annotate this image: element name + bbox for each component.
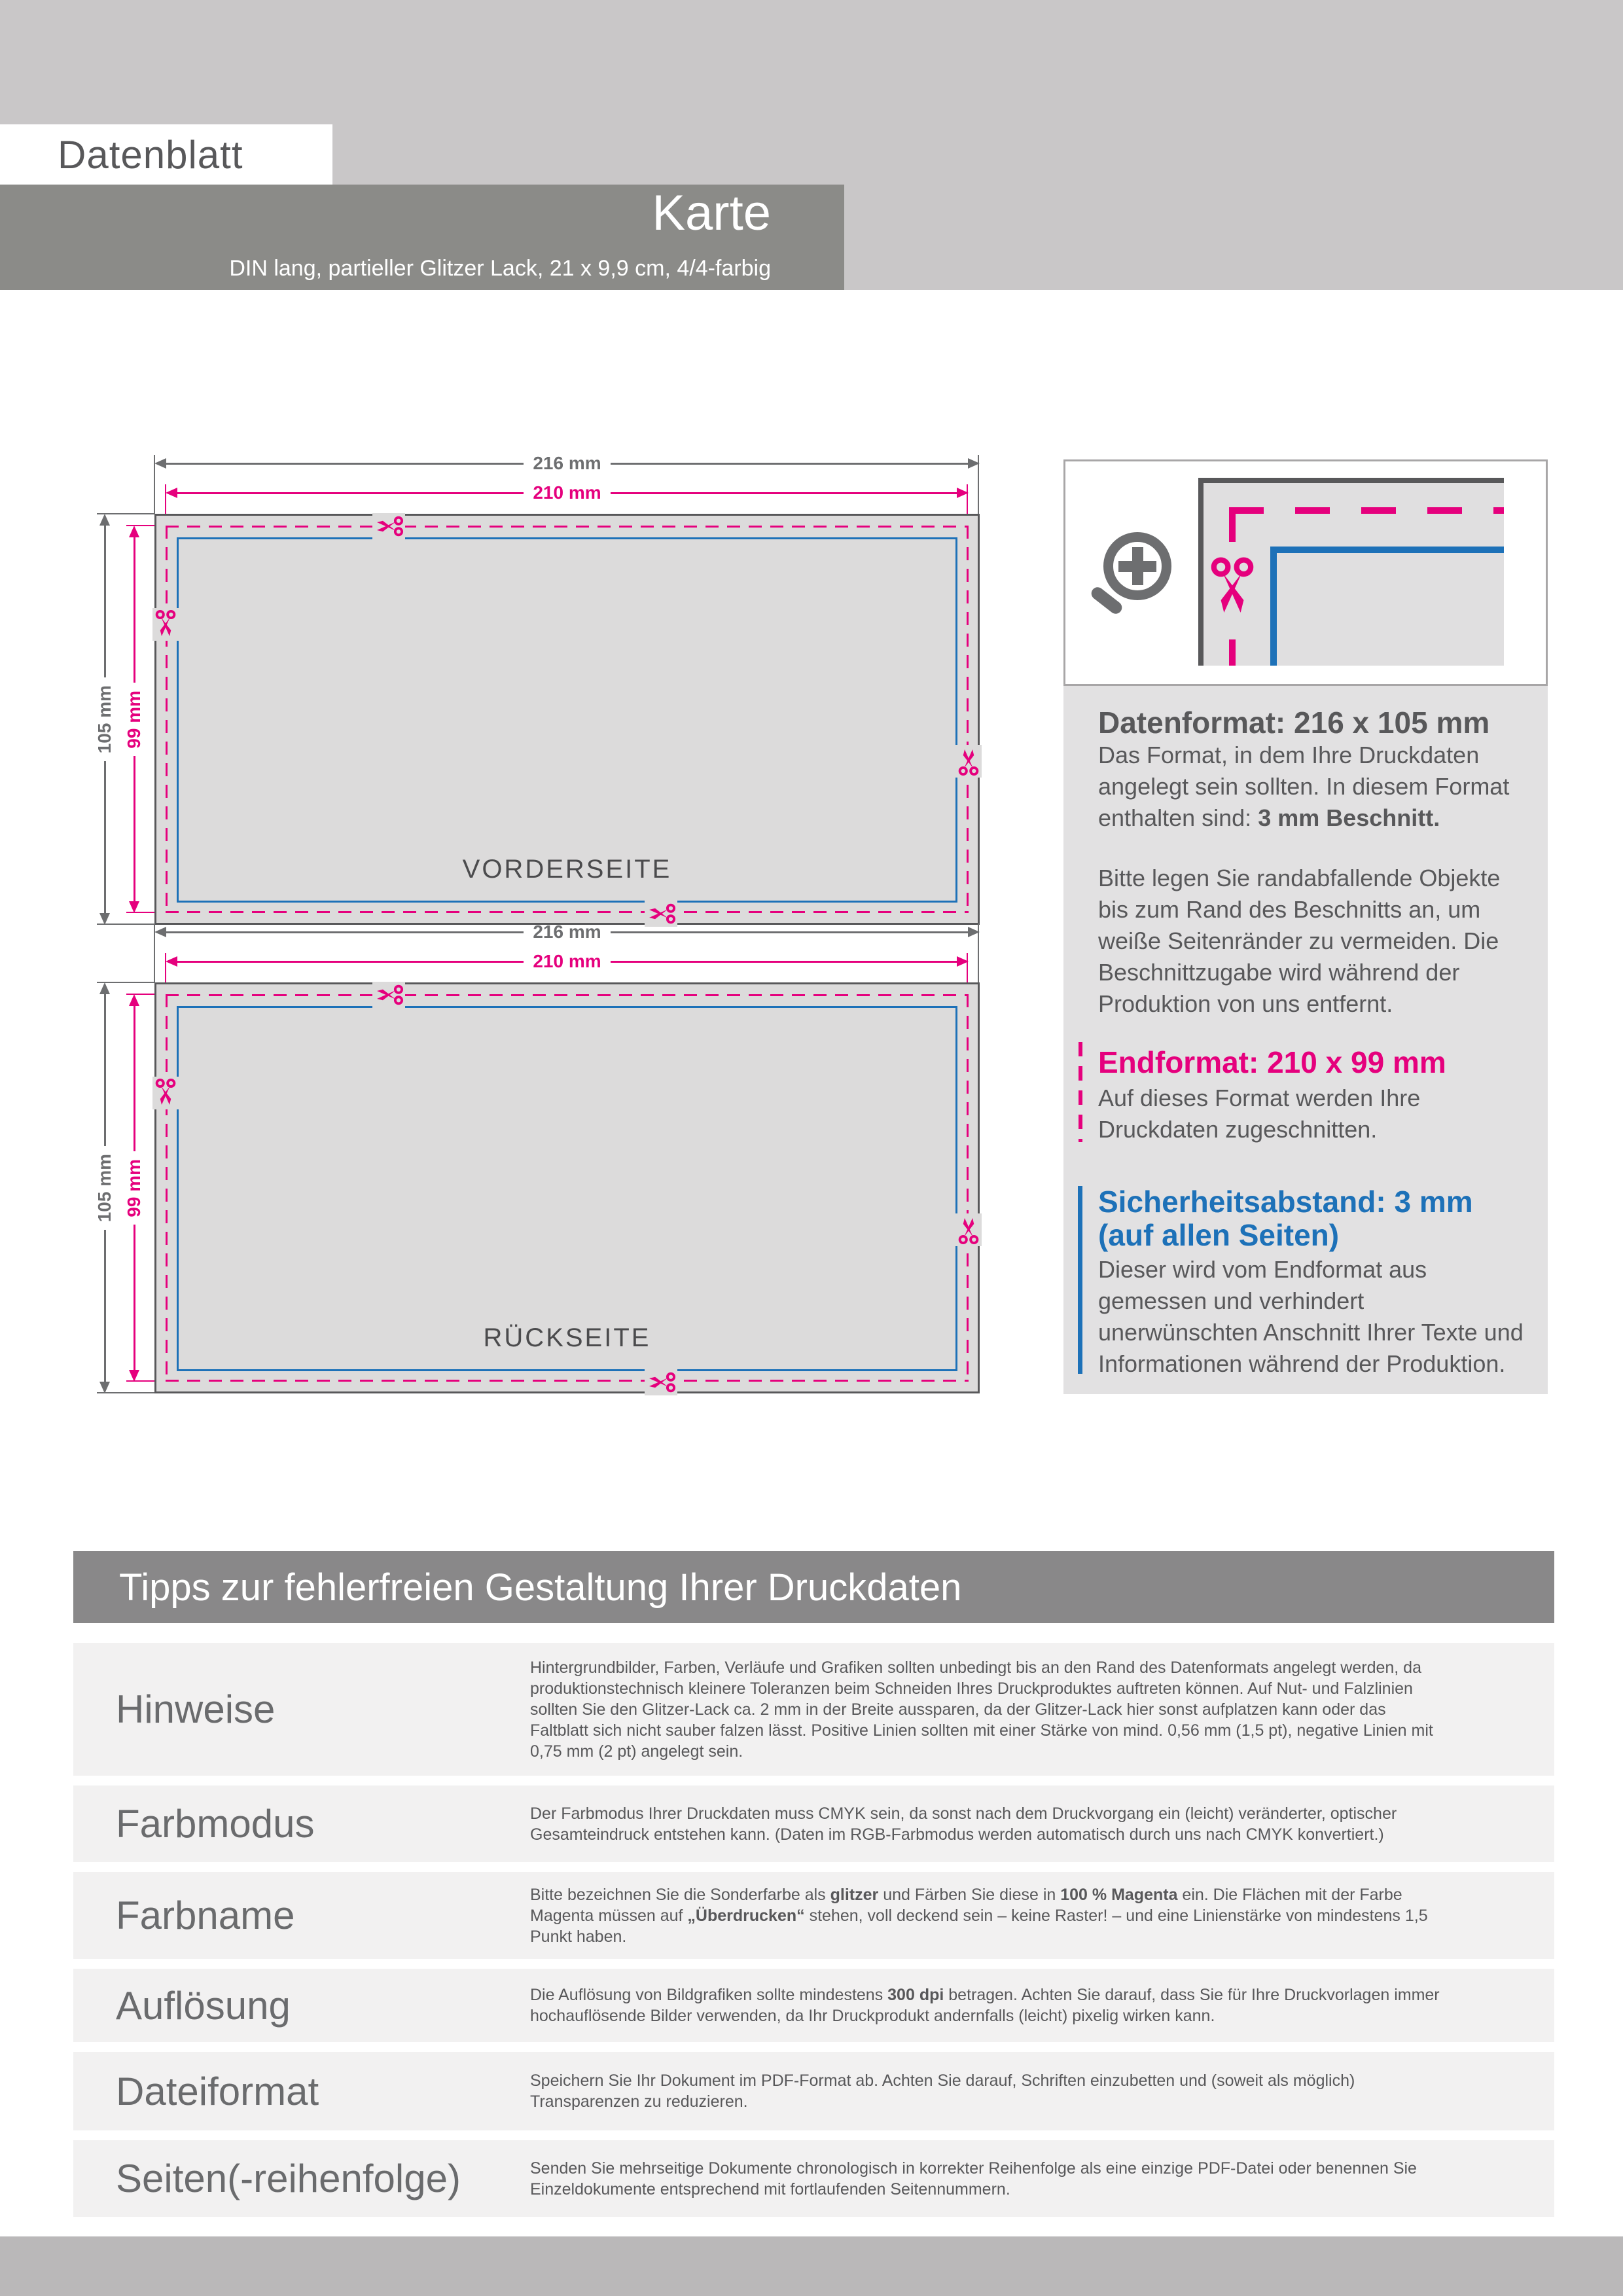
tip-row-text: Speichern Sie Ihr Dokument im PDF-Format ab. Achten Sie darauf, Schriften einzubetten und (soweit als möglich) Transparenzen zu reduzieren. — [530, 2072, 1355, 2111]
arrow-left-icon — [166, 488, 177, 498]
tip-row-dateiformat — [73, 2052, 1554, 2130]
bleed-text: Bitte legen Sie randabfallende Objekte bis zum Rand des Beschnitts an, um weiße Seitenränder zu vermeiden. Die Beschnittzugabe wird während der Produktion von uns entfernt. — [1098, 865, 1501, 1017]
dim-endformat-width — [166, 952, 969, 971]
arrow-up-icon — [99, 514, 110, 526]
tip-row-text: Hintergrundbilder, Farben, Verläufe und Grafiken sollten unbedingt bis an den Rand des Datenformats angelegt werden, da produktionstechnisch kleinere Toleranzen beim Schneiden Ihres Druckproduktes auftreten können. Auf Nut- und Falzlinien sollten Sie den Glitzer-Lack ca. 2 mm in der Breite aussparen, da der Glitzer-Lack hier sonst aufplatzen kann oder das Faltblatt sich nicht sauber falzen lässt. Positive Linien sollten mit einer Stärke von mind. 0,56 mm (1,5 pt), negative Linien mit 0,75 mm (2 pt) angelegt sein. — [530, 1658, 1433, 1761]
safety-text: Dieser wird vom Endformat aus gemessen und verhindert unerwünschten Anschnitt Ihrer Texte und Informationen während der Produktion. — [1098, 1256, 1524, 1377]
dim-label: 216 mm — [533, 453, 601, 473]
tip-row-text: Der Farbmodus Ihrer Druckdaten muss CMYK sein, da sonst nach dem Druckvorgang ein (leicht) veränderter, optischer Gesamteindruck entstehen kann. (Daten im RGB-Farbmodus werden automatisch durch uns nach CMYK konvertiert.) — [530, 1804, 1397, 1844]
dim-datenformat-width — [154, 922, 980, 942]
scissors-icon — [955, 745, 982, 778]
arrow-up-icon — [129, 526, 139, 537]
datenblatt-box — [0, 124, 332, 185]
tip-row-label: Hinweise — [116, 1687, 276, 1731]
trim-line — [166, 994, 969, 996]
scissors-icon — [645, 1369, 677, 1395]
safety-line — [1270, 547, 1277, 666]
tip-row-seitenreihenfolge — [73, 2140, 1554, 2217]
tip-row-label: Seiten(-reihenfolge) — [116, 2157, 461, 2200]
scissors-icon — [955, 1213, 982, 1246]
tip-row-farbname — [73, 1872, 1554, 1959]
dim-label: 105 mm — [94, 685, 115, 754]
dim-datenformat-width — [154, 454, 980, 473]
safety-indicator-line — [1078, 1186, 1082, 1374]
dim-label: 210 mm — [533, 482, 601, 503]
trim-line — [166, 526, 969, 528]
front-diagram — [0, 454, 1047, 951]
dim-label: 216 mm — [533, 922, 601, 942]
arrow-up-icon — [99, 982, 110, 994]
tip-row-label: Farbmodus — [116, 1802, 315, 1846]
safety-title: Sicherheitsabstand: 3 mm — [1098, 1185, 1473, 1219]
arrow-down-icon — [129, 1370, 139, 1382]
safety-rect — [177, 537, 957, 903]
arrow-up-icon — [129, 994, 139, 1006]
arrow-left-icon — [154, 927, 166, 937]
tip-row-text: Bitte bezeichnen Sie die Sonderfarbe als glitzer und Färben Sie diese in 100 % Magenta ein. Die Flächen mit der Farbe Magenta müssen auf „Überdrucken“ stehen, voll deckend sein – keine Raster! – und eine Linienstärke von mindestens 1,5 Punkt haben. — [530, 1885, 1428, 1946]
magnifier-icon — [1103, 532, 1171, 600]
arrow-right-icon — [957, 488, 969, 498]
back-diagram — [0, 922, 1047, 1420]
dim-endformat-height — [124, 994, 144, 1382]
datenformat-edge — [1198, 478, 1204, 666]
dim-datenformat-height — [95, 514, 115, 925]
datenformat-text: Das Format, in dem Ihre Druckdaten angelegt sein sollten. In diesem Format enthalten sind: 3 mm Beschnitt. — [1098, 742, 1510, 831]
scissors-icon — [152, 1077, 179, 1109]
footer-bar — [0, 2236, 1623, 2296]
back-label: RÜCKSEITE — [483, 1323, 651, 1352]
tip-row-text: Senden Sie mehrseitige Dokumente chronologisch in korrekter Reihenfolge als eine einzige PDF-Datei oder benennen Sie Einzeldokumente entsprechend mit fortlaufenden Seitennummern. — [530, 2159, 1417, 2198]
tip-row-farbmodus — [73, 1785, 1554, 1862]
endformat-indicator-line — [1079, 1042, 1082, 1142]
arrow-right-icon — [968, 458, 980, 469]
datenblatt-label: Datenblatt — [58, 132, 243, 177]
safety-line — [1270, 547, 1504, 553]
product-subtitle: DIN lang, partieller Glitzer Lack, 21 x 9,9 cm, 4/4-farbig — [229, 256, 771, 281]
tip-row-aufloesung — [73, 1969, 1554, 2042]
scissors-icon — [372, 513, 405, 539]
tips-header-bar — [73, 1551, 1554, 1623]
arrow-right-icon — [957, 956, 969, 967]
scissors-icon — [372, 982, 405, 1008]
dim-datenformat-height — [95, 982, 115, 1393]
datenformat-heading: Datenformat: 216 x 105 mm — [1098, 706, 1490, 740]
tip-row-label: Dateiformat — [116, 2069, 319, 2113]
arrow-down-icon — [129, 901, 139, 913]
dim-endformat-width — [166, 483, 969, 503]
arrow-left-icon — [166, 956, 177, 967]
arrow-down-icon — [99, 1382, 110, 1393]
dim-label: 210 mm — [533, 951, 601, 971]
dim-label: 105 mm — [94, 1153, 115, 1223]
safety-rect — [177, 1006, 957, 1371]
dim-label: 99 mm — [124, 690, 144, 749]
product-title: Karte — [652, 185, 771, 241]
arrow-left-icon — [154, 458, 166, 469]
product-header-band — [0, 185, 844, 290]
tip-row-label: Farbname — [116, 1893, 295, 1937]
datenformat-edge — [1198, 478, 1504, 483]
front-label: VORDERSEITE — [462, 855, 672, 884]
safety-subtitle: (auf allen Seiten) — [1098, 1218, 1340, 1252]
trim-line — [166, 911, 969, 913]
endformat-heading: Endformat: 210 x 99 mm — [1098, 1045, 1446, 1079]
tip-row-text: Die Auflösung von Bildgrafiken sollte mindestens 300 dpi betragen. Achten Sie darauf, dass Sie für Ihre Druckvorlagen immer hochauflösende Bilder verwenden, da Ihr Druckprodukt andernfalls (leicht) pixelig wirken kann. — [530, 1986, 1440, 2025]
tip-row-label: Auflösung — [116, 1983, 291, 2028]
safety-heading — [1098, 1185, 1530, 1251]
scissors-icon — [1206, 553, 1258, 622]
tips-header-title: Tipps zur fehlerfreien Gestaltung Ihrer Druckdaten — [119, 1566, 962, 1609]
endformat-text: Auf dieses Format werden Ihre Druckdaten zugeschnitten. — [1098, 1085, 1421, 1143]
dim-endformat-height — [124, 526, 144, 913]
dim-label: 99 mm — [124, 1158, 144, 1217]
tip-row-hinweise — [73, 1643, 1554, 1776]
trim-line — [1229, 507, 1504, 514]
trim-line — [166, 1380, 969, 1382]
scissors-icon — [152, 608, 179, 641]
arrow-right-icon — [968, 927, 980, 937]
